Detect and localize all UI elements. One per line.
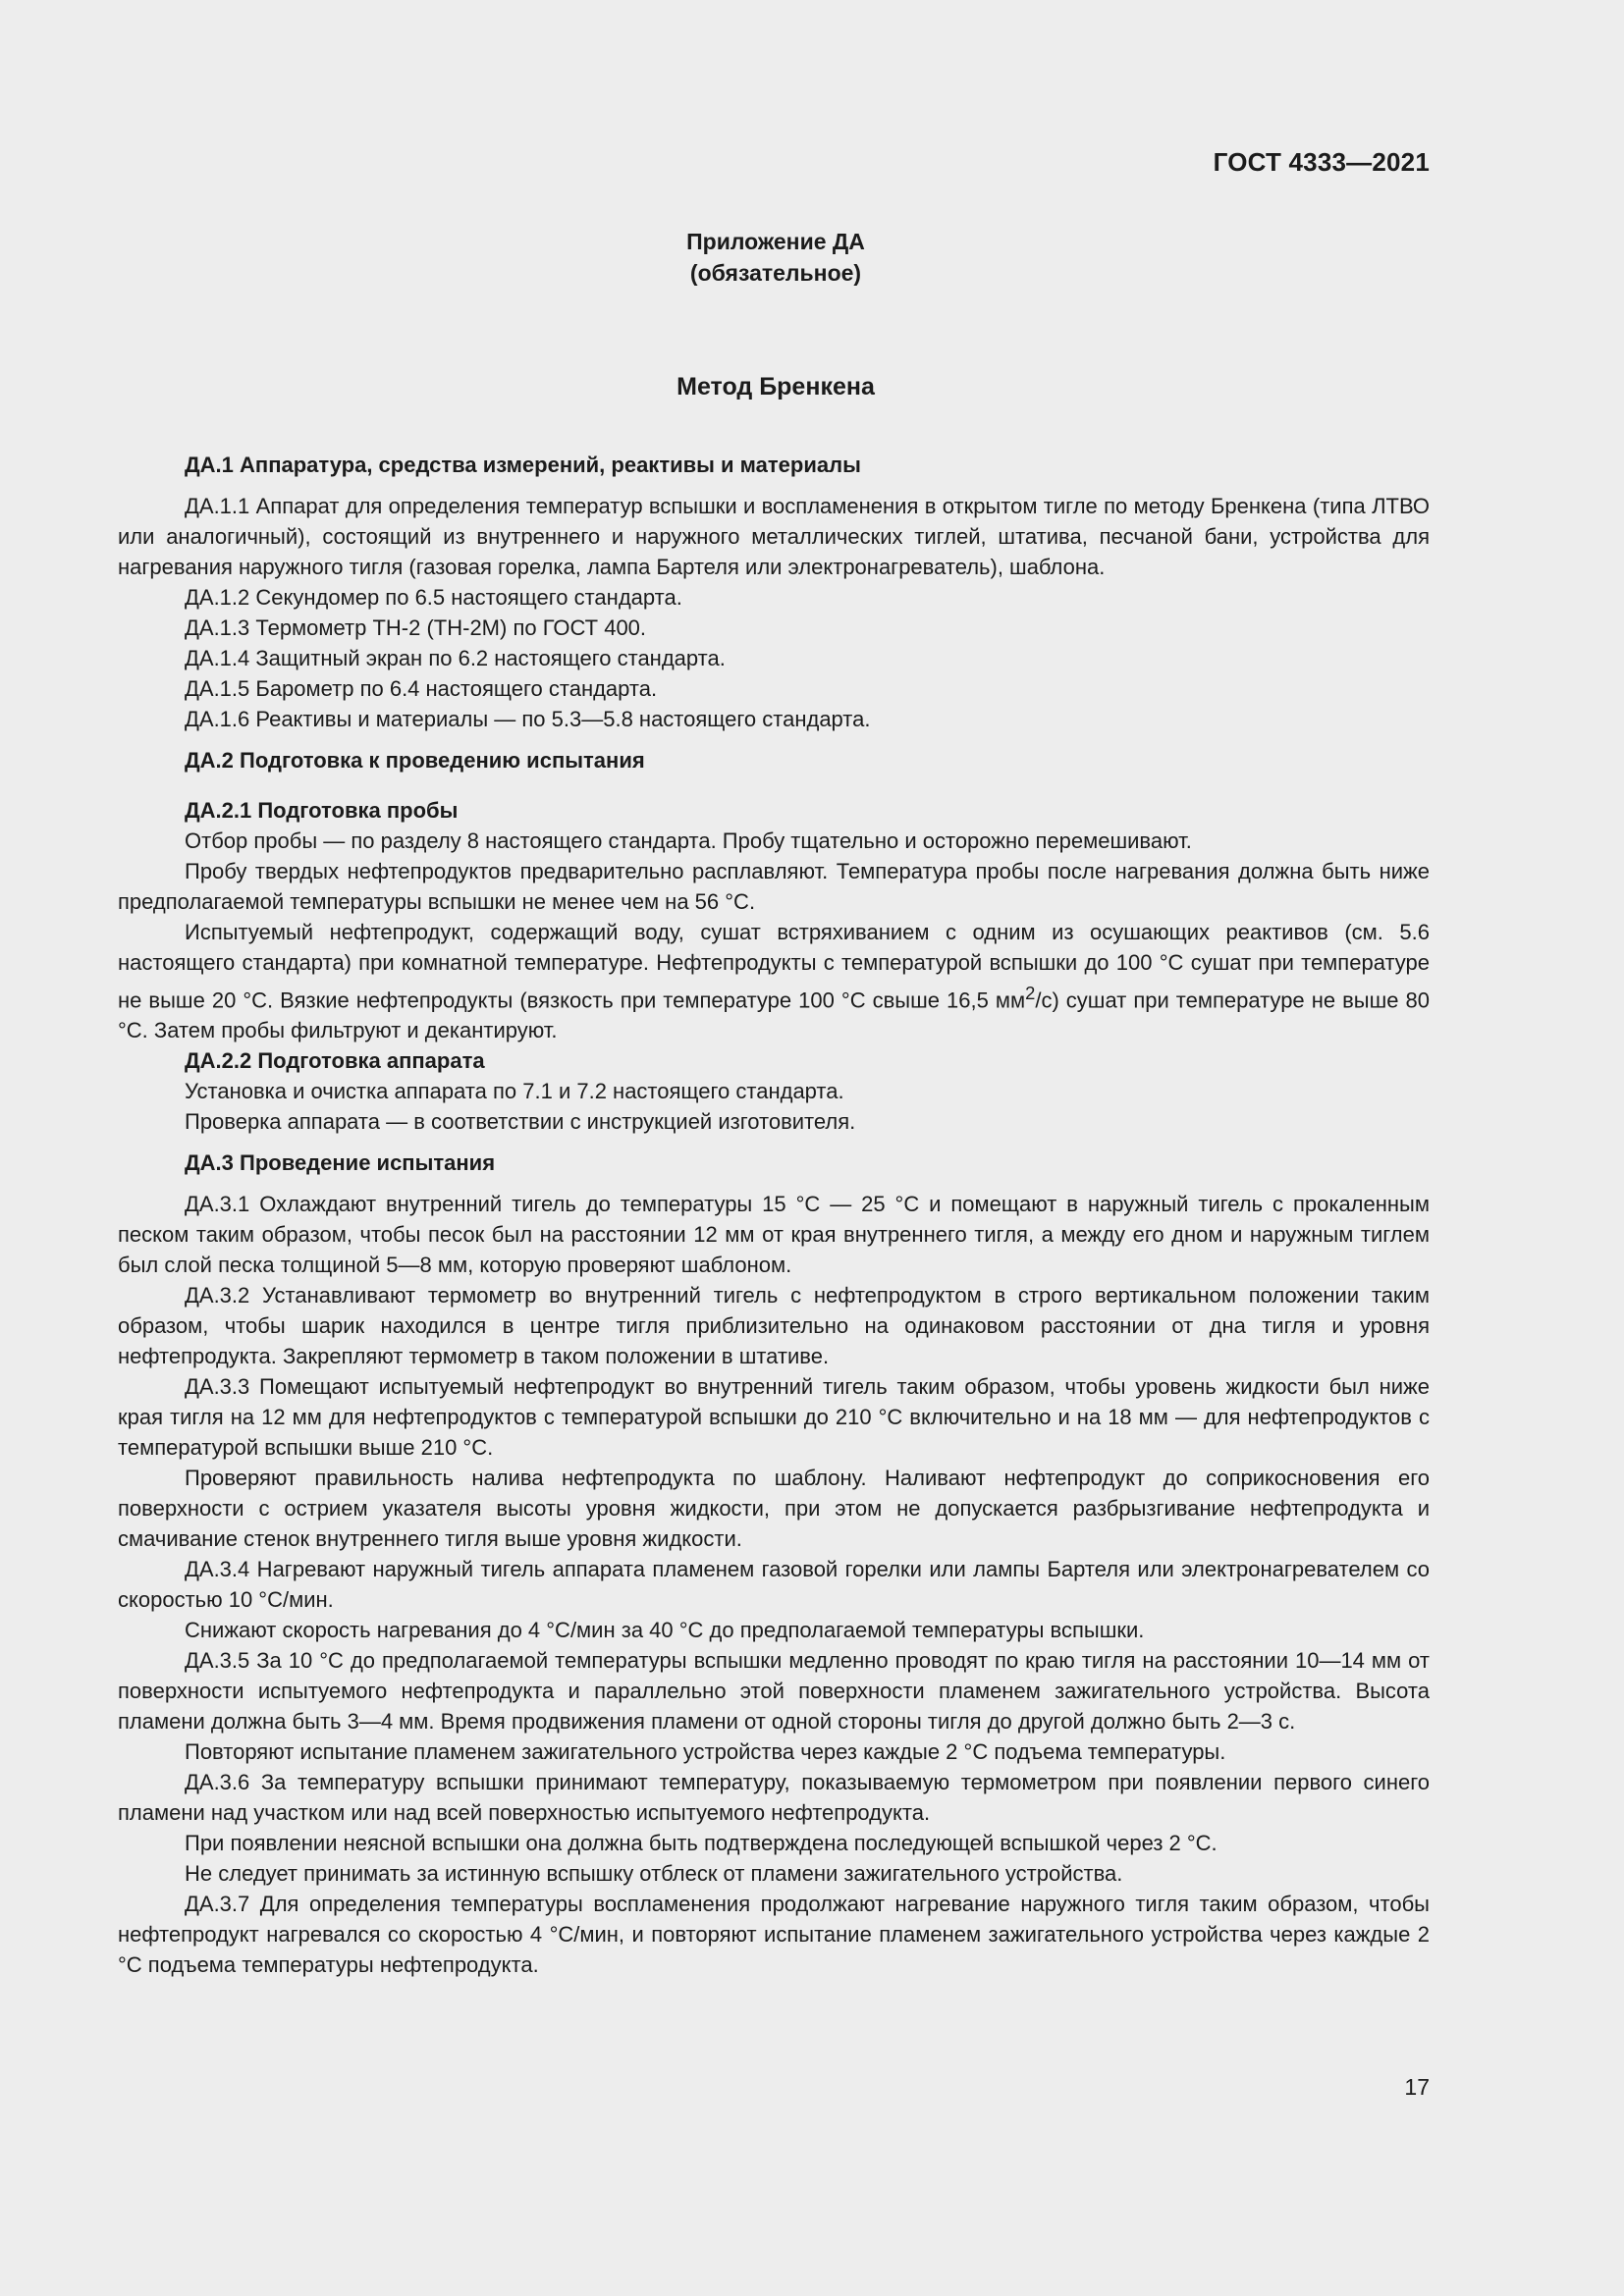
paragraph: Проверка аппарата — в соответствии с инструкцией изготовителя.: [185, 1109, 856, 1135]
paragraph: ДА.3.2 Устанавливают термометр во внутренний тигель с нефтепродуктом в строго вертикальном положении таким образом, чтобы шарик находился в центре тигля приблизительно на одинаковом расстоянии от дна тигля и уровня нефтепродукта. Закрепляют термометр в таком положении в штативе.: [118, 1283, 1430, 1369]
paragraph: Снижают скорость нагревания до 4 °C/мин за 40 °C до предполагаемой температуры вспышки.: [185, 1618, 1145, 1643]
paragraph: При появлении неясной вспышки она должна быть подтверждена последующей вспышкой через 2 °C.: [185, 1831, 1218, 1856]
paragraph: ДА.1.3 Термометр ТН-2 (ТН-2М) по ГОСТ 400.: [185, 615, 647, 640]
method-title: Метод Бренкена: [677, 373, 875, 400]
superscript: 2: [1025, 983, 1036, 1003]
paragraph: ДА.1.2 Секундомер по 6.5 настоящего стандарта.: [185, 585, 682, 610]
appendix-status: (обязательное): [689, 260, 862, 286]
paragraph: Проверяют правильность налива нефтепродукта по шаблону. Наливают нефтепродукт до соприкосновения его поверхности с острием указателя высоты уровня жидкости, при этом не допускается разбрызгивание нефтепродукта и смачивание стенок внутреннего тигля выше уровня жидкости.: [118, 1466, 1430, 1552]
subsection-heading: ДА.2.1 Подготовка пробы: [185, 798, 459, 823]
section-heading: ДА.2 Подготовка к проведению испытания: [185, 748, 645, 773]
paragraph: Установка и очистка аппарата по 7.1 и 7.2 настоящего стандарта.: [185, 1079, 844, 1104]
document-code: ГОСТ 4333—2021: [1213, 147, 1430, 177]
page-number: 17: [1404, 2074, 1430, 2100]
section-heading: ДА.3 Проведение испытания: [185, 1150, 496, 1176]
paragraph: ДА.3.7 Для определения температуры воспламенения продолжают нагревание наружного тигля таким образом, чтобы нефтепродукт нагревался со скоростью 4 °C/мин, и повторяют испытание пламенем зажигательного устройства через каждые 2 °C подъема температуры нефтепродукта.: [118, 1892, 1430, 1978]
paragraph-text: Испытуемый нефтепродукт, содержащий воду, сушат встряхиванием с одним из осушающих реактивов (см. 5.6 настоящего стандарта) при комнатной температуре. Нефтепродукты с температурой вспышки до 100 °C сушат при температуре не выше 20 °C. Вязкие нефтепродукты (вязкость при температуре 100 °C свыше 16,5 мм: [118, 920, 1430, 1013]
paragraph: ДА.3.6 За температуру вспышки принимают температуру, показываемую термометром при появлении первого синего пламени над участком или над всей поверхностью испытуемого нефтепродукта.: [118, 1770, 1430, 1826]
appendix-heading: [0, 226, 1551, 289]
paragraph: ДА.3.3 Помещают испытуемый нефтепродукт во внутренний тигель таким образом, чтобы уровень жидкости был ниже края тигля на 12 мм для нефтепродуктов с температурой вспышки до 210 °C включительно и на 18 мм — для нефтепродуктов с температурой вспышки выше 210 °C.: [118, 1374, 1430, 1461]
paragraph: Не следует принимать за истинную вспышку отблеск от пламени зажигательного устройства.: [185, 1861, 1123, 1887]
paragraph: [118, 917, 1430, 1045]
paragraph: ДА.1.1 Аппарат для определения температур вспышки и воспламенения в открытом тигле по методу Бренкена (типа ЛТВО или аналогичный), состоящий из внутреннего и наружного металлических тиглей, штатива, песчаной бани, устройства для нагревания наружного тигля (газовая горелка, лампа Бартеля или электронагреватель), шаблона.: [118, 494, 1430, 579]
paragraph: Повторяют испытание пламенем зажигательного устройства через каждые 2 °C подъема температуры.: [185, 1739, 1226, 1765]
paragraph-text: /с) сушат при температуре не выше 80 °C. Затем пробы фильтруют и декантируют.: [118, 988, 1430, 1043]
paragraph: ДА.3.4 Нагревают наружный тигель аппарата пламенем газовой горелки или лампы Бартеля или электронагревателем со скоростью 10 °C/мин.: [118, 1557, 1430, 1613]
section-heading: ДА.1 Аппаратура, средства измерений, реактивы и материалы: [185, 453, 861, 477]
paragraph: ДА.1.4 Защитный экран по 6.2 настоящего стандарта.: [185, 646, 726, 670]
paragraph: Отбор пробы — по разделу 8 настоящего стандарта. Пробу тщательно и осторожно перемешивают.: [185, 828, 1192, 853]
document-body: [118, 450, 1430, 1980]
subsection-heading: ДА.2.2 Подготовка аппарата: [185, 1048, 485, 1074]
paragraph: ДА.3.5 За 10 °C до предполагаемой температуры вспышки медленно проводят по краю тигля на расстоянии 10—14 мм от поверхности испытуемого нефтепродукта и параллельно этой поверхности пламенем зажигательного устройства. Высота пламени должна быть 3—4 мм. Время продвижения пламени от одной стороны тигля до другой должно быть 2—3 с.: [118, 1648, 1430, 1735]
paragraph: Пробу твердых нефтепродуктов предварительно расплавляют. Температура пробы после нагревания должна быть ниже предполагаемой температуры вспышки не менее чем на 56 °C.: [118, 859, 1430, 914]
paragraph: ДА.1.5 Барометр по 6.4 настоящего стандарта.: [185, 676, 658, 701]
appendix-title: Приложение ДА: [686, 229, 865, 254]
paragraph: ДА.1.6 Реактивы и материалы — по 5.3—5.8 настоящего стандарта.: [185, 707, 871, 731]
paragraph: ДА.3.1 Охлаждают внутренний тигель до температуры 15 °C — 25 °C и помещают в наружный тигель с прокаленным песком таким образом, чтобы песок был на расстоянии 12 мм от края внутреннего тигля, а между его дном и наружным тиглем был слой песка толщиной 5—8 мм, которую проверяют шаблоном.: [118, 1192, 1430, 1278]
